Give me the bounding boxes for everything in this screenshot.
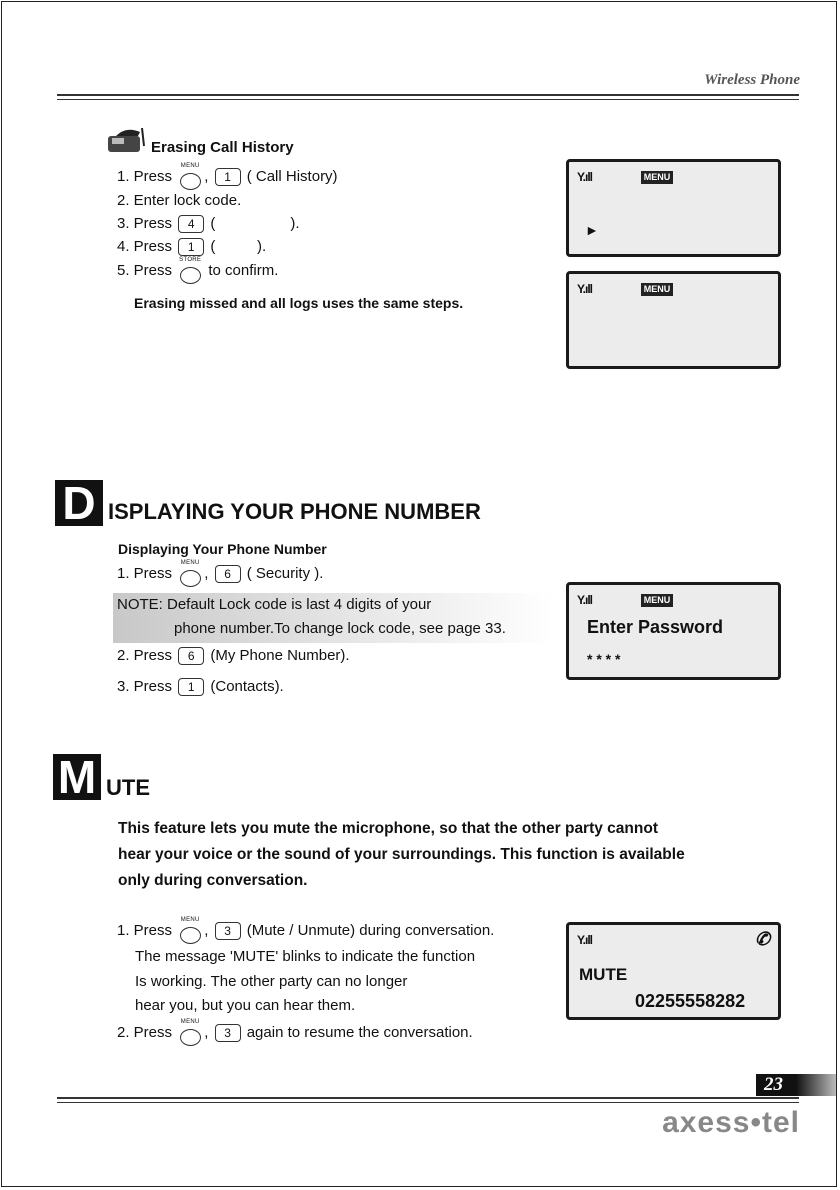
- erase-step-4: 4. Press 1 ( ).: [117, 238, 267, 255]
- arrow-icon: ►: [585, 222, 599, 238]
- erasing-title: Erasing Call History: [151, 139, 294, 156]
- key-3: 3: [215, 922, 241, 940]
- menu-key-icon: MENU: [179, 1025, 201, 1041]
- note-line-2: phone number.To change lock code, see page 33.: [174, 620, 506, 637]
- note-line-1: NOTE: Default Lock code is last 4 digits of your: [117, 596, 432, 613]
- key-6: 6: [178, 647, 204, 665]
- mute-step-2: 2. Press MENU , 3 again to resume the conversation.: [117, 1024, 473, 1042]
- menu-key-icon: MENU: [179, 169, 201, 185]
- section-letter-m: M: [53, 754, 101, 800]
- display-subtitle: Displaying Your Phone Number: [118, 541, 327, 557]
- key-4: 4: [178, 215, 204, 233]
- display-step-1: 1. Press MENU , 6 ( Security ).: [117, 565, 323, 583]
- lcd-password-code: * * * *: [587, 651, 621, 667]
- section-letter-d: D: [55, 480, 103, 526]
- mute-detail-3: hear you, but you can hear them.: [135, 997, 356, 1014]
- footer-rule-thin: [57, 1102, 799, 1103]
- mute-detail-1: The message 'MUTE' blinks to indicate the function: [135, 948, 476, 965]
- menu-tag: MENU: [641, 594, 673, 607]
- phone-icon: [106, 124, 150, 158]
- lcd-screen-1: [566, 159, 781, 257]
- handset-icon: ✆: [754, 929, 770, 949]
- footer-rule: [57, 1097, 799, 1099]
- menu-tag: MENU: [641, 171, 673, 184]
- lcd-screen-mute: [566, 922, 781, 1020]
- section-title-display: ISPLAYING YOUR PHONE NUMBER: [108, 499, 481, 524]
- display-step-2: 2. Press 6 (My Phone Number).: [117, 647, 350, 664]
- key-1: 1: [178, 238, 204, 256]
- signal-icon: Y.ıll: [577, 593, 593, 607]
- mute-intro-2: hear your voice or the sound of your surroundings. This function is available: [118, 846, 685, 863]
- brand-logo: axess•tel: [662, 1106, 800, 1139]
- lcd-password-title: Enter Password: [587, 617, 724, 637]
- erase-step-2: 2. Enter lock code.: [117, 192, 242, 209]
- erase-step-1: 1. Press MENU , 1 ( Call History): [117, 168, 338, 186]
- key-1: 1: [178, 678, 204, 696]
- menu-key-icon: MENU: [179, 566, 201, 582]
- key-6: 6: [215, 565, 241, 583]
- menu-tag: MENU: [641, 283, 673, 296]
- erasing-note: Erasing missed and all logs uses the same steps.: [134, 295, 464, 311]
- signal-icon: Y.ıll: [577, 933, 593, 947]
- menu-key-icon: MENU: [179, 923, 201, 939]
- lcd-screen-password: [566, 582, 781, 680]
- store-key-icon: STORE: [179, 263, 201, 279]
- page-number: 23: [756, 1074, 836, 1096]
- erase-step-5: 5. Press STORE to confirm.: [117, 262, 278, 279]
- header-rule-thin: [57, 99, 799, 100]
- mute-intro-3: only during conversation.: [118, 872, 308, 889]
- lcd-screen-2: [566, 271, 781, 369]
- lcd-phone-number: 02255558282: [635, 991, 746, 1011]
- key-3: 3: [215, 1024, 241, 1042]
- lcd-mute-label: MUTE: [579, 965, 628, 984]
- signal-icon: Y.ıll: [577, 170, 593, 184]
- mute-detail-2: Is working. The other party can no longer: [135, 973, 408, 990]
- mute-step-1: 1. Press MENU , 3 (Mute / Unmute) during conversation.: [117, 922, 494, 940]
- erase-step-3: 3. Press 4 ( ).: [117, 215, 300, 232]
- header-rule: [57, 94, 799, 96]
- header-title: Wireless Phone: [704, 72, 800, 88]
- section-title-mute: UTE: [106, 775, 150, 800]
- display-step-3: 3. Press 1 (Contacts).: [117, 678, 284, 695]
- key-1: 1: [215, 168, 241, 186]
- signal-icon: Y.ıll: [577, 282, 593, 296]
- mute-intro-1: This feature lets you mute the microphone, so that the other party cannot: [118, 820, 658, 837]
